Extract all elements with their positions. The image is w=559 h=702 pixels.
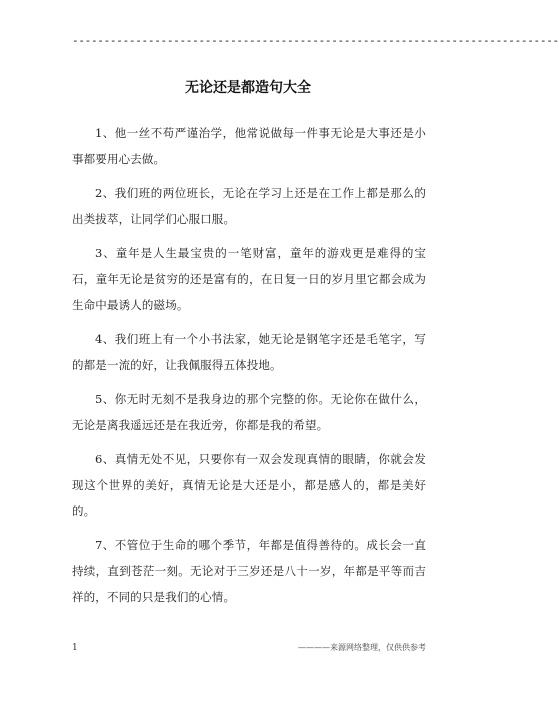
paragraph-2: 2、我们班的两位班长，无论在学习上还是在工作上都是那么的出类拔萃，让同学们心服口服。 <box>72 186 426 226</box>
document-body <box>72 120 426 618</box>
paragraph-6: 6、真情无处不见，只要你有一双会发现真情的眼睛，你就会发现这个世界的美好，真情无论是大还是小，都是感人的，都是美好的。 <box>72 452 426 518</box>
paragraph-7: 7、不管位于生命的哪个季节，年都是值得善待的。成长会一直持续，直到苍茫一刻。无论对于三岁还是八十一岁，年都是平等而吉祥的，不同的只是我们的心情。 <box>72 538 426 604</box>
paragraph-4: 4、我们班上有一个小书法家，她无论是钢笔字还是毛笔字，写的都是一流的好，让我佩服得五体投地。 <box>72 332 426 372</box>
page-footer <box>72 640 426 656</box>
page-title: 无论还是都造句大全 <box>185 80 311 96</box>
paragraph-3: 3、童年是人生最宝贵的一笔财富，童年的游戏更是难得的宝石，童年无论是贫穷的还是富有的，在日复一日的岁月里它都会成为生命中最诱人的磁场。 <box>72 246 426 312</box>
footer-source-note: ————来源网络整理，仅供供参考 <box>298 643 426 652</box>
paragraph-1: 1、他一丝不苟严谨治学，他常说做每一件事无论是大事还是小事都要用心去做。 <box>72 126 426 166</box>
page-number: 1 <box>72 643 78 653</box>
header-dashed-rule: ----------------------------------------------------------------------------- <box>72 34 559 47</box>
paragraph-5: 5、你无时无刻不是我身边的那个完整的你。无论你在做什么，无论是离我遥远还是在我近旁，你都是我的希望。 <box>72 392 426 432</box>
